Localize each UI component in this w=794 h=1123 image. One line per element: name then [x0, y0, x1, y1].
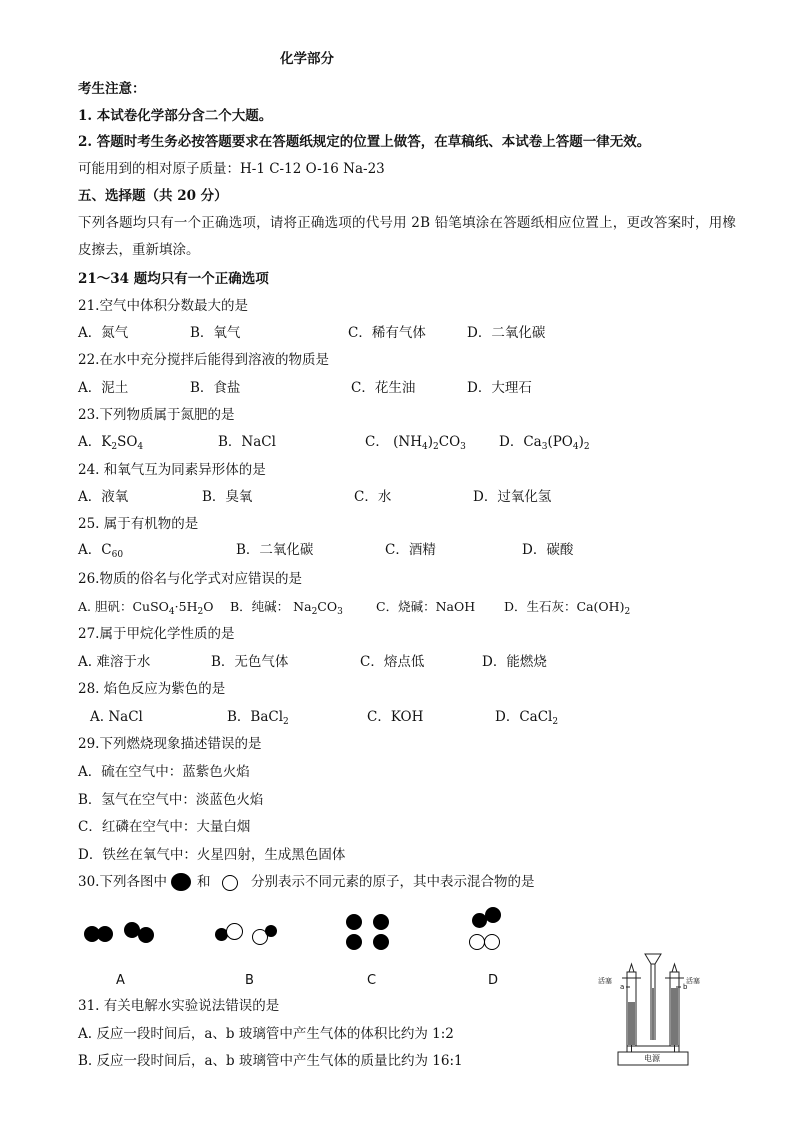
q29-option-d: D．铁丝在氧气中：火星四射，生成黑色固体 [78, 847, 346, 863]
white-atom-legend-icon [222, 875, 238, 891]
q26-option-d: D．生石灰：$Ca(OH)_2$ [504, 599, 631, 617]
q29-option-b: B．氢气在空气中：淡蓝色火焰 [78, 792, 264, 808]
q26-option-a: A. 胆矾：$CuSO_4\cdot 5H_2O$ [78, 599, 214, 617]
section-heading: 五、选择题（共 20 分） [78, 188, 228, 204]
q24-stem: 24. 和氧气互为同素异形体的是 [78, 462, 266, 478]
q29-option-c: C．红磷在空气中：大量白烟 [78, 819, 251, 835]
q25-option-b: B．二氧化碳 [236, 542, 314, 558]
q28-option-b: B．BaCl$_2$ [227, 709, 289, 727]
page-title: 化学部分 [280, 51, 334, 67]
black-atom-icon [373, 914, 389, 930]
q28-option-d: D．CaCl$_2$ [495, 709, 559, 727]
black-atom-icon [265, 925, 277, 937]
q26-option-c: C．烧碱：NaOH [376, 599, 476, 614]
q21-option-b: B．氧气 [190, 325, 241, 341]
q22-stem: 22.在水中充分搅拌后能得到溶液的物质是 [78, 352, 329, 368]
q31-option-a: A. 反应一段时间后，a、b 玻璃管中产生气体的体积比约为 1:2 [78, 1026, 454, 1042]
q26-stem: 26.物质的俗名与化学式对应错误的是 [78, 571, 302, 587]
q23-option-a: A．$K_2SO_4$ [78, 434, 144, 452]
q27-stem: 27.属于甲烷化学性质的是 [78, 626, 235, 642]
q29-option-a: A．硫在空气中：蓝紫色火焰 [78, 764, 250, 780]
apparatus-stopcock-left-label: 活塞 [598, 977, 612, 985]
q30-label-b: B [245, 973, 254, 988]
q28-option-a: A. NaCl [90, 709, 143, 725]
q25-option-c: C．酒精 [385, 542, 436, 558]
q27-option-b: B．无色气体 [211, 654, 289, 670]
apparatus-stopcock-right-label: 活塞 [686, 977, 700, 985]
black-atom-icon [138, 927, 154, 943]
black-atom-legend-icon [171, 873, 191, 891]
q25-option-a: A．$C_{60}$ [78, 542, 124, 560]
section-instruction-line2: 皮擦去，重新填涂。 [78, 242, 200, 258]
q28-stem: 28. 焰色反应为紫色的是 [78, 681, 226, 697]
notice-heading: 考生注意： [78, 81, 146, 97]
white-atom-icon [484, 934, 500, 950]
q22-option-a: A．泥土 [78, 380, 129, 396]
q22-option-c: C．花生油 [351, 380, 416, 396]
q24-option-a: A．液氧 [78, 489, 129, 505]
q24-option-b: B．臭氧 [202, 489, 253, 505]
section-sub-heading: 21～34 题均只有一个正确选项 [78, 271, 269, 287]
q27-option-a: A. 难溶于水 [78, 654, 151, 670]
apparatus-tube-a-label: a [620, 983, 625, 991]
q27-option-c: C．熔点低 [360, 654, 425, 670]
q30-label-a: A [116, 973, 125, 988]
q30-stem-end: 分别表示不同元素的原子，其中表示混合物的是 [251, 874, 535, 890]
black-atom-icon [346, 934, 362, 950]
apparatus-tube-b-label: b [683, 983, 688, 991]
q31-stem: 31. 有关电解水实验说法错误的是 [78, 998, 280, 1014]
notice-item-1: 1. 本试卷化学部分含二个大题。 [78, 108, 273, 124]
white-atom-icon [226, 923, 243, 940]
atomic-masses: 可能用到的相对原子质量：H-1 C-12 O-16 Na-23 [78, 161, 385, 177]
q25-option-d: D．碳酸 [522, 542, 574, 558]
apparatus-power-label: 电源 [644, 1054, 660, 1063]
q21-option-c: C．稀有气体 [348, 325, 426, 341]
white-atom-icon [469, 934, 485, 950]
q21-stem: 21.空气中体积分数最大的是 [78, 298, 248, 314]
q22-option-b: B．食盐 [190, 380, 241, 396]
q30-stem-and: 和 [197, 874, 211, 890]
q30-label-c: C [367, 973, 377, 988]
q25-stem: 25. 属于有机物的是 [78, 516, 199, 532]
black-atom-icon [485, 907, 501, 923]
q24-option-d: D．过氧化氢 [473, 489, 552, 505]
q26-option-b: B．纯碱： $Na_2CO_3$ [230, 599, 343, 617]
electrolysis-apparatus [592, 948, 714, 1068]
q23-option-d: D．$Ca_3(PO_4)_2$ [499, 434, 590, 452]
q27-option-d: D．能燃烧 [482, 654, 547, 670]
q30-stem-start: 30.下列各图中 [78, 874, 167, 890]
q23-option-b: B．NaCl [218, 434, 276, 450]
black-atom-icon [346, 914, 362, 930]
notice-item-2: 2. 答题时考生务必按答题要求在答题纸规定的位置上做答，在草稿纸、本试卷上答题一律无效。 [78, 134, 651, 150]
q29-stem: 29.下列燃烧现象描述错误的是 [78, 736, 262, 752]
q23-option-c: C． $(NH_4)_2CO_3$ [365, 434, 466, 452]
q23-stem: 23.下列物质属于氮肥的是 [78, 407, 235, 423]
q28-option-c: C．KOH [367, 709, 424, 725]
q21-option-d: D．二氧化碳 [467, 325, 546, 341]
q24-option-c: C．水 [354, 489, 392, 505]
q31-option-b: B. 反应一段时间后，a、b 玻璃管中产生气体的质量比约为 16:1 [78, 1053, 463, 1069]
q30-label-d: D [488, 973, 499, 988]
q22-option-d: D．大理石 [467, 380, 532, 396]
black-atom-icon [97, 926, 113, 942]
black-atom-icon [373, 934, 389, 950]
section-instruction-line1: 下列各题均只有一个正确选项，请将正确选项的代号用 2B 铅笔填涂在答题纸相应位置上，更改答案时，用橡 [78, 215, 737, 231]
q21-option-a: A．氮气 [78, 325, 129, 341]
